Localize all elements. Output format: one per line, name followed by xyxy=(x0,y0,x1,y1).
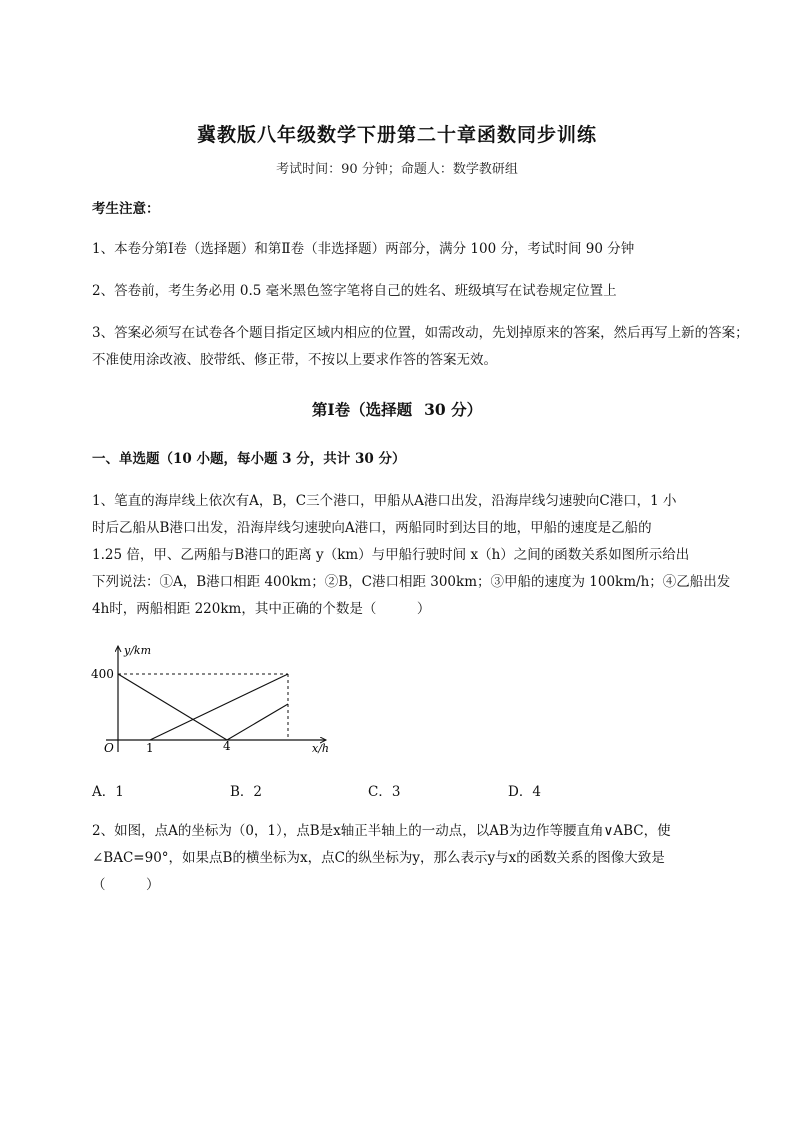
page-title: 冀教版八年级数学下册第二十章函数同步训练 xyxy=(196,124,597,146)
question-1 xyxy=(92,488,752,623)
question-1-line: 1、笔直的海岸线上依次有A，B，C三个港口，甲船从A港口出发，沿海岸线匀速驶向C港口，1 小 xyxy=(92,493,677,509)
question-2-line: ∠BAC=90°，如果点B的横坐标为x，点C的纵坐标为y，那么表示y与x的函数关系的图像大致是 xyxy=(92,850,665,866)
exam-info: 考试时间：90 分钟；命题人：数学教研组 xyxy=(276,162,518,177)
notice-item-1: 1、本卷分第Ⅰ卷（选择题）和第Ⅱ卷（非选择题）两部分，满分 100 分，考试时间 90 分钟 xyxy=(92,241,635,257)
question-1-line: 1.25 倍，甲、乙两船与B港口的距离 y（km）与甲船行驶时间 x（h）之间的函数关系如图所示给出 xyxy=(92,547,690,563)
option-d[interactable]: D．4 xyxy=(508,784,541,800)
section-score: 30 分） xyxy=(424,400,483,419)
question-2 xyxy=(92,818,752,899)
origin-label: O xyxy=(104,741,114,755)
section-title-text: 第Ⅰ卷（选择题 xyxy=(311,400,413,419)
question-2-line: （ ） xyxy=(92,877,160,893)
notice-heading: 考生注意： xyxy=(92,201,160,217)
x-tick-4: 4 xyxy=(223,739,231,753)
y-tick-400: 400 xyxy=(91,667,114,681)
question-2-line: 2、如图，点A的坐标为（0，1），点B是x轴正半轴上的一动点，以AB为边作等腰直角∨ABC，使 xyxy=(92,823,671,839)
section-title xyxy=(0,398,794,420)
notice-item-2: 2、答卷前，考生务必用 0.5 毫米黑色签字笔将自己的姓名、班级填写在试卷规定位置上 xyxy=(92,283,617,299)
ship-a-line-after-b xyxy=(227,704,288,740)
question-1-line: 下列说法：①A，B港口相距 400km；②B，C港口相距 300km；③甲船的速度为 100km/h；④乙船出发 xyxy=(92,574,731,590)
ship-a-line xyxy=(118,674,227,740)
part-heading: 一、单选题（10 小题，每小题 3 分，共计 30 分） xyxy=(92,451,406,467)
y-axis-label: y/km xyxy=(124,644,152,657)
option-c[interactable]: C．3 xyxy=(368,784,401,800)
question-1-line: 4h时，两船相距 220km，其中正确的个数是（ ） xyxy=(92,601,431,617)
ship-b-line xyxy=(150,674,288,740)
function-graph xyxy=(86,640,346,760)
question-1-line: 时后乙船从B港口出发，沿海岸线匀速驶向A港口，两船同时到达目的地，甲船的速度是乙船的 xyxy=(92,520,652,536)
x-axis-label: x/h xyxy=(312,742,329,755)
x-tick-1: 1 xyxy=(146,741,154,755)
option-b[interactable]: B．2 xyxy=(230,784,263,800)
notice-item-3: 3、答案必须写在试卷各个题目指定区域内相应的位置，如需改动，先划掉原来的答案，然后再写上新的答案；不准使用涂改液、胶带纸、修正带，不按以上要求作答的答案无效。 xyxy=(92,325,749,368)
option-a[interactable]: A．1 xyxy=(92,784,124,800)
